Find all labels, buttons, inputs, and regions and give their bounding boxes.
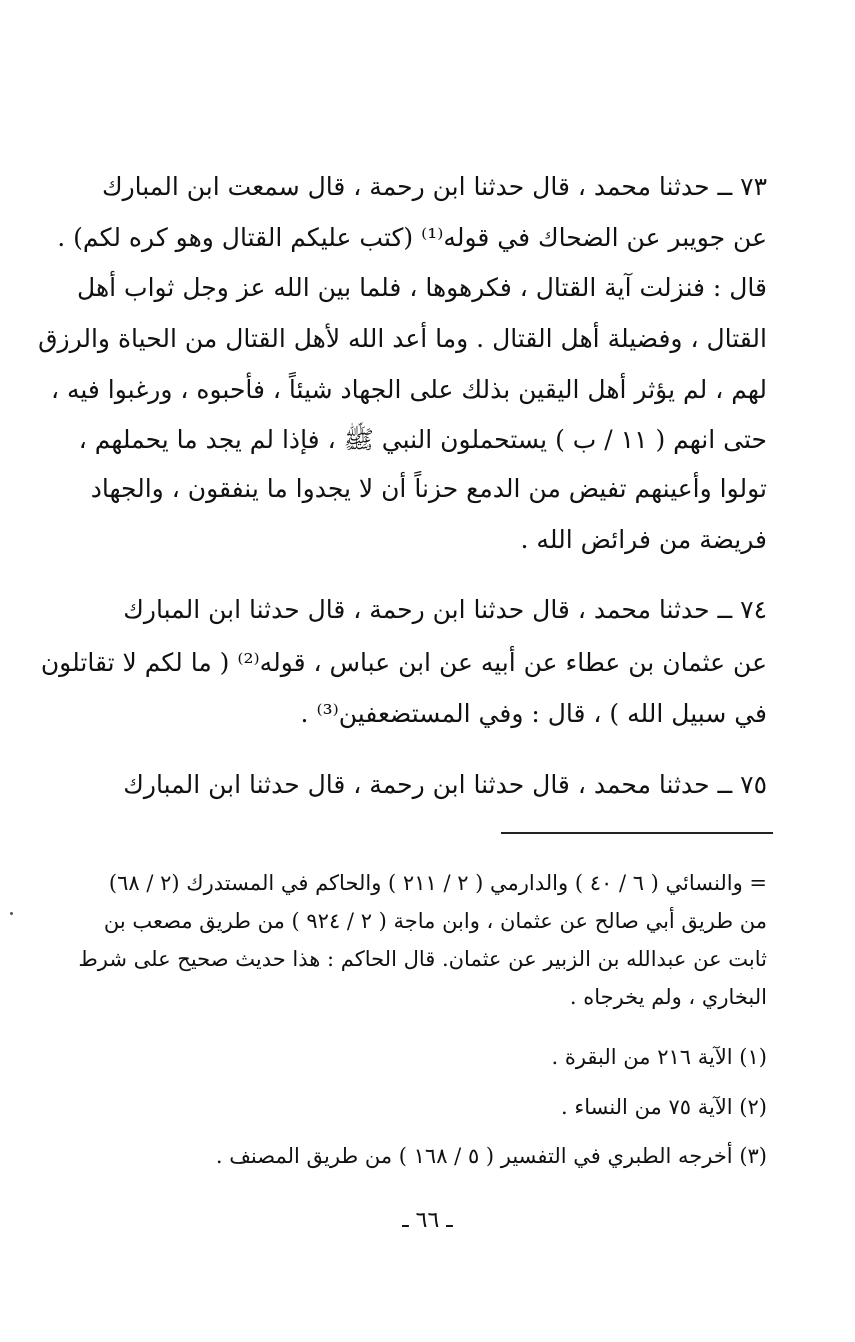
text-line: لهم ، لم يؤثر أهل اليقين بذلك على الجهاد شيئاً ، فأحبوه ، ورغبوا فيه ، <box>50 375 767 404</box>
text-line: عن عثمان بن عطاء عن أبيه عن ابن عباس ، قوله⁽²⁾ ( ما لكم لا تقاتلون <box>40 648 767 677</box>
footnote-separator <box>501 832 773 834</box>
text-line: حتى انهم ( ١١ / ب ) يستحملون النبي ﷺ ، فإذا لم يجد ما يحملهم ، <box>78 425 767 454</box>
page-number: ـ ٦٦ ـ <box>402 1208 453 1233</box>
text-line: قال : فنزلت آية القتال ، فكرهوها ، فلما بين الله عز وجل ثواب أهل <box>77 273 767 302</box>
text-line: ٧٥ ــ حدثنا محمد ، قال حدثنا ابن رحمة ، قال حدثنا ابن المبارك <box>123 770 767 799</box>
footnote-line: = والنسائي ( ٦ / ٤٠ ) والدارمي ( ٢ / ٢١١ ) والحاكم في المستدرك (٢ / ٦٨) <box>108 871 767 895</box>
footnote-2: (٢) الآية ٧٥ من النساء . <box>560 1095 767 1119</box>
footnote-3: (٣) أخرجه الطبري في التفسير ( ٥ / ١٦٨ ) من طريق المصنف . <box>215 1144 767 1168</box>
footnote-line: ثابت عن عبدالله بن الزبير عن عثمان. قال الحاكم : هذا حديث صحيح على شرط <box>78 947 767 971</box>
footnote-line: من طريق أبي صالح عن عثمان ، وابن ماجة ( ٢ / ٩٢٤ ) من طريق مصعب بن <box>103 909 767 933</box>
text-line: ٧٣ ــ حدثنا محمد ، قال حدثنا ابن رحمة ، قال سمعت ابن المبارك <box>101 172 767 201</box>
text-line: ٧٤ ــ حدثنا محمد ، قال حدثنا ابن رحمة ، قال حدثنا ابن المبارك <box>123 595 767 624</box>
scan-speck <box>10 912 13 915</box>
text-line: القتال ، وفضيلة أهل القتال . وما أعد الله لأهل القتال من الحياة والرزق <box>38 324 767 353</box>
text-line: في سبيل الله ) ، قال : وفي المستضعفين⁽³⁾ . <box>300 699 767 728</box>
footnote-1: (١) الآية ٢١٦ من البقرة . <box>551 1045 767 1069</box>
footnote-line: البخاري ، ولم يخرجاه . <box>569 985 767 1009</box>
text-line: فريضة من فرائض الله . <box>520 525 767 554</box>
text-line: عن جويبر عن الضحاك في قوله⁽¹⁾ (كتب عليكم القتال وهو كره لكم) . <box>57 223 767 252</box>
text-line: تولوا وأعينهم تفيض من الدمع حزناً أن لا يجدوا ما ينفقون ، والجهاد <box>90 474 767 503</box>
